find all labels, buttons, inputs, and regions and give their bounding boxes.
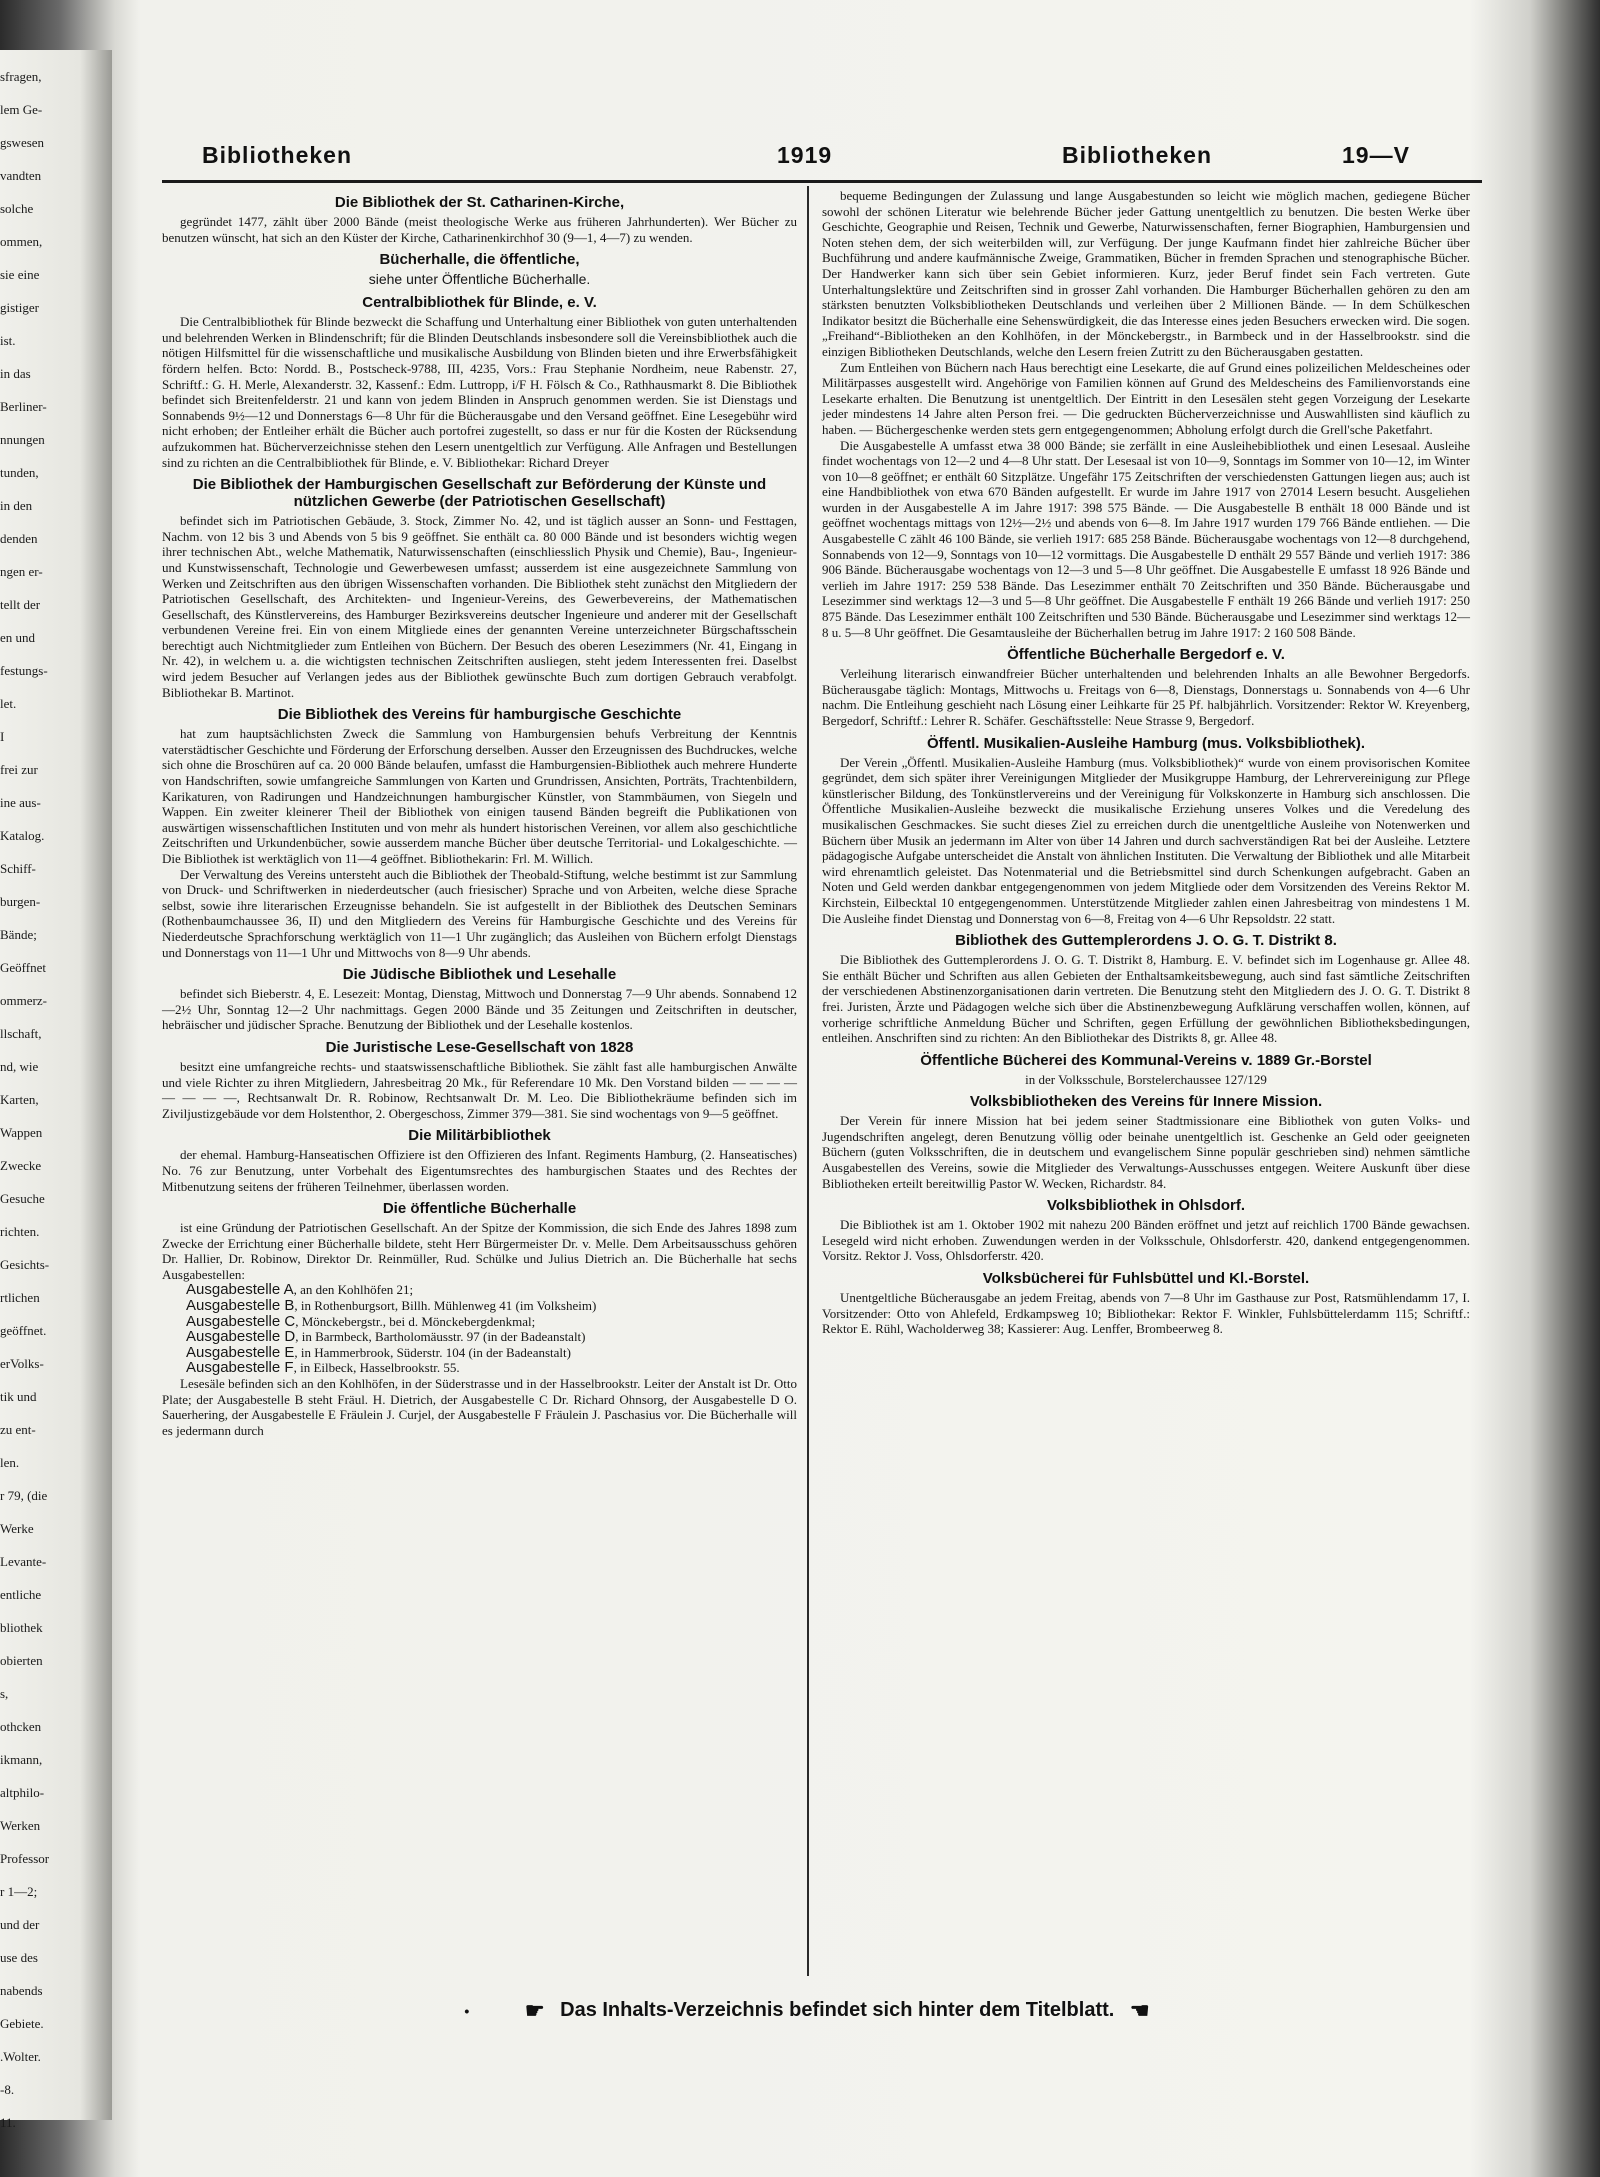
facing-page-fragment: llschaft, xyxy=(0,1026,42,1041)
facing-page-fragment: frei zur xyxy=(0,762,38,777)
entry-text: Der Verwaltung des Vereins untersteht auch die Bibliothek der Theobald-Stiftung, welche bestimmt ist zur Sammlung von Druck- und Schriftwerken in niederdeutscher (auch friesischer) Sprache und von Arbeiten, welche diese Sprache selbst, sowie ihre literarischen Erzeugnisse behandeln. Sie ist aufgestellt in der Bibliothek des Deutschen Seminars (Rothenbaumchaussee 36, II) und den Mitgliedern des Vereins für Hamburgische Geschichte und des Vereins für Niederdeutsche Sprachforschung werktäglich von 11—1 Uhr zugänglich; das Ausleihen von Büchern erfolgt Dienstags und Donnerstags von 11—1 Uhr und Mittwochs von 8—9 Uhr abends. xyxy=(162,866,797,960)
entry-heading: Bibliothek des Guttemplerordens J. O. G. T. Distrikt 8. xyxy=(955,932,1337,950)
facing-page-fragment: ommerz- xyxy=(0,993,47,1008)
entry-text: Die Bibliothek ist am 1. Oktober 1902 mit nahezu 200 Bänden eröffnet und jetzt auf reichlich 1700 Bände gewachsen. Lesegeld wird nicht erhoben. Zuwendungen werden in der Volksschule, Ohlsdorferstr. 420, dankend entgegengenommen. Vorsitz. Rektor J. Voss, Ohlsdorferstr. 420. xyxy=(822,1217,1470,1264)
entry-text: hat zum hauptsächlichsten Zweck die Sammlung von Hamburgensien behufs Verbreitung der Kenntnis vaterstädtischer Geschichte und Förderung der Erforschung derselben. Ausser den Erzeugnissen des Buchdruckes, welche sich ohne die Broschüren auf ca. 20 000 Bände belaufen, umfasst die Hamburgensien-Bibliothek auch mehrere Hunderte von Handschriften, sowie umfangreiche Sammlungen von Karten und Grundrissen, Ansichten, Porträts, Trachtenbildern, Karikaturen, von Radirungen und Handzeichnungen hamburgischer Künstler, von Stammbäumen, von Siegeln und Wappen. Ein zweiter kleinerer Theil der Bibliothek von einigen tausend Bänden begreift die Publikationen von auswärtigen wissenschaftlichen Instituten und von mehr als hundert historischen Vereinen, vor allem also geschichtliche Zeitschriften und Urkundenbücher, sowie ausserdem manche Bücher über deutsche Territorial- und Lokalgeschichte. — Die Bibliothek ist werktäglich von 11—4 geöffnet. Bibliothekarin: Frl. M. Willich. xyxy=(162,726,797,866)
facing-page-fragment: gswesen xyxy=(0,135,45,150)
facing-page-fragment: bliothek xyxy=(0,1620,43,1635)
entry-text: Verleihung literarisch einwandfreier Bücher unterhaltenden und belehrenden Inhalts an alle Bewohner Bergedorfs. Bücherausgabe täglich: Montags, Mittwochs u. Freitags von 6—8, Dienstags, Donnerstags u. Sonnabends von 4—6 Uhr nachm. Die Entleihung geschieht nach Lösung einer Leihkarte für 25 Pf. halbjährlich. Vorsitzender: Rektor W. Kreyenberg, Bergedorf, Schriftf.: Lehrer R. Schäfer. Geschäftsstelle: Neue Strasse 9, Bergedorf. xyxy=(822,666,1470,728)
facing-page-fragment: denden xyxy=(0,531,38,546)
branch-address: , in Hammerbrook, Süderstr. 104 (in der Badeanstalt) xyxy=(294,1344,571,1360)
entry-heading: Volksbibliothek in Ohlsdorf. xyxy=(1046,1197,1246,1215)
facing-page-fragment: solche xyxy=(0,201,34,216)
branch-item xyxy=(162,1360,797,1376)
facing-page-fragment: .Wolter. xyxy=(0,2049,41,2064)
footer-note xyxy=(362,1998,1262,2024)
facing-page-fragment: gistiger xyxy=(0,300,39,315)
running-head-year: 1919 xyxy=(777,142,833,168)
branch-label: Ausgabestelle F xyxy=(186,1359,294,1377)
entry-text: Die Bibliothek des Guttemplerordens J. O. G. T. Distrikt 8, Hamburg. E. V. befindet sich im Logenhause gr. Allee 48. Sie enthält Bücher und Schriften aus allen Gebieten der Enthaltsamkeitsbewegung, auch sind fast sämtliche Zeitschriften der verschiedenen Abstinenzorganisationen darin vertreten. Die Benutzung steht den Mitgliedern des J. O. G. T. Distrikt 8 frei. Juristen, Ärzte und Pädagogen welche sich über die Abstinenzbewegung Aufklärung verschaffen wollen, können, auf vorherige schriftliche Anmeldung Bücher und Schriften, gegen Erfüllung der gewöhnlichen Bibliotheksbedingungen, entleihen. Anschriften sind zu richten: An den Bibliothekar des Distrikts 8, gr. Allee 48. xyxy=(822,952,1470,1046)
branch-label: Ausgabestelle D xyxy=(186,1328,296,1346)
entry-heading: Die Jüdische Bibliothek und Lesehalle xyxy=(342,966,617,984)
entry-text: Die Ausgabestelle A umfasst etwa 38 000 Bände; sie zerfällt in eine Ausleihebibliothek und einen Lesesaal. Ausleihe findet wochentags von 12—2 und 4—8 Uhr statt. Der Lesesaal ist von 10—9, Sonntags im Sommer von 10—12, im Winter von 10—8 geöffnet; er enthält 60 Sitzplätze. Ungefähr 175 Zeitschriften der verschiedensten Gattungen liegen aus; auch ist eine Handbibliothek von etwa 670 Bänden aufgestellt. Er wurde im Jahre 1917 von 27014 Lesern besucht. Ausgeliehen wurden in der Ausgabestelle A im Jahre 1917: 398 575 Bände. — Die Ausgabestelle B enthält 18 000 Bände und ist geöffnet wochentags mittags von 12½—2½ und abends von 6—8. Im Jahre 1917 wurden 179 766 Bände entliehen. — Die Ausgabestelle C zählt 46 100 Bände, sie verlieh 1917: 685 258 Bände. Bücherausgabe wochentags von 12—8 durchgehend, Sonnabends von 12—9, Sonntags von 10—12 vormittags. Die Ausgabestelle D enthält 29 557 Bände und verlieh 1917: 386 906 Bände. Bücherausgabe wochentags von 12—3 und 5—8 Uhr geöffnet. Die Ausgabestelle E umfasst 18 926 Bände und verlieh im Jahre 1917: 259 538 Bände. Das Lesezimmer enthält 70 Zeitschriften und 350 Bände. Bücherausgabe und Lesezimmer sind werktags 12—3 und 5—8 Uhr geöffnet. Die Ausgabestelle F enthält 19 266 Bände und verlieh 1917: 250 875 Bände. Das Lesezimmer enthält 100 Zeitschriften und 530 Bände. Bücherausgabe und Lesezimmer sind werktags 12—8 u. 5—8 Uhr geöffnet. Die Gesamtausleihe der Bücherhallen betrug im Jahre 1917: 2 160 508 Bände. xyxy=(822,437,1470,640)
facing-page-fragment: Karten, xyxy=(0,1092,39,1107)
facing-page-fragment: tunden, xyxy=(0,465,39,480)
facing-page-fragment: richten. xyxy=(0,1224,40,1239)
footer-text: Das Inhalts-Verzeichnis befindet sich hinter dem Titelblatt. xyxy=(560,1999,1115,2021)
branch-label: Ausgabestelle C xyxy=(186,1312,296,1330)
entry-text: der ehemal. Hamburg-Hanseatischen Offiziere ist den Offizieren des Infant. Regiments Hamburg, (2. Hanseatisches) No. 76 zur Benutzung, unter Vorbehalt des Eigentumsrechtes des hamburgischen Staates und des Rechtes der Mitbenutzung seitens der früheren Teilnehmer, überlassen worden. xyxy=(162,1147,797,1194)
entry-heading: Die Bibliothek der St. Catharinen-Kirche, xyxy=(334,194,625,211)
entry-text: Die Centralbibliothek für Blinde bezweckt die Schaffung und Unterhaltung einer Bibliothek von guten unterhaltenden und belehrenden Werken in Blindenschrift; für die Blinden Deutschlands insbesondere soll die Vereinsbibliothek auch die nötigen Hilfsmittel für die wissenschaftliche und musikalische Ausbildung von Blinden bieten und ihre Erwerbsfähigkeit fördern helfen. Bcto: Nordd. B., Postscheck-9788, III, 4235, Vors.: Frau Stephanie Nordheim, neue Rabenstr. 27, Schriftf.: G. H. Merle, Alexanderstr. 32, Kassenf.: Edm. Luttropp, i/F H. Fölsch & Co., Rathhausmarkt 8. Die Bibliothek befindet sich Breitenfelderstr. 21 und kann von jedem Blinden in Anspruch genommen werden. Sie ist Dienstags und Sonnabends 9½—12 und Donnerstags 6—8 Uhr für die Bücherausgabe und den Versand geöffnet. Eine Lesegebühr wird nicht erhoben; der Entleiher erhält die Bücher auch portofrei zugestellt, so dass er nur für die Kosten der Rücksendung aufzukommen hat. Bücherverzeichnisse stehen den Lesern unentgeltlich zur Verfügung. Alle Anfragen und Bestellungen sind zu richten an die Centralbibliothek für Blinde, e. V. Bibliothekar: Richard Dreyer xyxy=(162,314,797,470)
facing-page-fragment: ommen, xyxy=(0,234,43,249)
entry-heading: Öffentliche Bücherei des Kommunal-Vereins v. 1889 Gr.-Borstel xyxy=(920,1051,1372,1069)
facing-page-fragment: tellt der xyxy=(0,597,41,612)
page-number: 19—V xyxy=(1342,142,1410,168)
facing-page-fragment: zu ent- xyxy=(0,1422,36,1437)
facing-page-fragment: obierten xyxy=(0,1653,43,1668)
facing-page-fragment: othcken xyxy=(0,1719,42,1734)
branch-item xyxy=(162,1345,797,1361)
branch-item xyxy=(162,1329,797,1345)
facing-page-fragment: Professor xyxy=(0,1851,50,1866)
facing-page-fragment: Levante- xyxy=(0,1554,47,1569)
facing-page-fragment: ine aus- xyxy=(0,795,41,810)
branch-item xyxy=(162,1314,797,1330)
facing-page-fragment: s, xyxy=(0,1686,9,1701)
facing-page-fragment: Wappen xyxy=(0,1125,43,1140)
pointing-hand-icon: ☛ xyxy=(524,1998,545,2023)
entry-text: Unentgeltliche Bücherausgabe an jedem Freitag, abends von 7—8 Uhr im Gasthause zur Post, Ratsmühlendamm 17, I. Vorsitzender: Otto von Ahlefeld, Erdkampsweg 10; Bibliothekar: Rektor F. Winkler, Fuhlsbüttelerdamm 115; Schriftf.: Rektor E. Rühl, Wacholderweg 38; Kassierer: Aug. Lenffer, Brombeerweg 8. xyxy=(822,1290,1470,1337)
branch-address: , in Eilbeck, Hasselbrookstr. 55. xyxy=(293,1360,460,1376)
entry-text: Der Verein für innere Mission hat bei jedem seiner Stadtmissionare eine Bibliothek von guten Volks- und Jugendschriften angelegt, deren Benutzung völlig oder beinahe unentgeltlich ist. Geschenke an Geld oder geeigneten Büchern (guten Volksschriften, die in deutschem und evangelischem Sinne populär geschrieben sind) nehmen sämtliche Ausgabestellen des Vereins, sowie die Mitglieder des Verwaltungs-Ausschusses entgegen. Weitere Auskunft über diese Bibliotheken erteilt bereitwillig Pastor W. Wecken, Richardstr. 84. xyxy=(822,1113,1470,1191)
facing-page-fragment: r 1—2; xyxy=(0,1884,38,1899)
entry-text: ist eine Gründung der Patriotischen Gesellschaft. An der Spitze der Kommission, die sich Ende des Jahres 1898 zum Zwecke der Errichtung einer Bücherhalle bildete, steht Herr Bürgermeister Dr. v. Melle. Dem Arbeitsausschuss gehören Dr. Hallier, Dr. Robinow, Direktor Dr. Reinmüller, Rud. Schülke und Julius Dietrich an. Die Bücherhalle hat sechs Ausgabestellen: xyxy=(162,1220,797,1282)
footer-bullet: • xyxy=(464,2003,470,2019)
facing-page-fragment: vandten xyxy=(0,168,42,183)
facing-page-fragment: 11. xyxy=(0,2115,16,2130)
entry-text: Lesesäle befinden sich an den Kohlhöfen, in der Süderstrasse und in der Hasselbrookstr. Leiter der Anstalt ist Dr. Otto Plate; der Ausgabestelle B steht Fräul. H. Dietrich, der Ausgabestelle C Dr. Richard Ohnsorg, der Ausgabestelle D O. Sauerhering, der Ausgabestelle E Fräulein J. Curjel, der Ausgabestelle F Fräulein J. Paschasius vor. Die Bücherhalle will es jedermann durch xyxy=(162,1376,797,1438)
facing-page-fragment: nnungen xyxy=(0,432,45,447)
entry-heading: Öffentl. Musikalien-Ausleihe Hamburg (mus. Volksbibliothek). xyxy=(926,734,1366,752)
right-column xyxy=(822,188,1470,1978)
branch-address: , in Rothenburgsort, Billh. Mühlenweg 41 (im Volksheim) xyxy=(294,1298,597,1314)
directory-page xyxy=(162,120,1482,2140)
entry-heading: Centralbibliothek für Blinde, e. V. xyxy=(362,294,597,312)
facing-page-fragment: Gesuche xyxy=(0,1191,45,1206)
branch-label: Ausgabestelle A xyxy=(186,1281,294,1299)
facing-page-fragment: lem Ge- xyxy=(0,102,43,117)
facing-page-fragment: Werken xyxy=(0,1818,41,1833)
facing-page-fragment: geöffnet. xyxy=(0,1323,47,1338)
facing-page-fragment: entliche xyxy=(0,1587,42,1602)
entry-subtitle: siehe unter Öffentliche Bücherhalle. xyxy=(368,271,591,288)
running-head-right: Bibliotheken xyxy=(1062,142,1213,168)
facing-page-fragment: Werke xyxy=(0,1521,34,1536)
entry-heading: Volksbibliotheken des Vereins für Innere Mission. xyxy=(969,1093,1323,1111)
facing-page-fragment: use des xyxy=(0,1950,38,1965)
facing-page-fragment: r 79, (die xyxy=(0,1488,48,1503)
entry-heading: Bücherhalle, die öffentliche, xyxy=(379,251,580,269)
branch-item xyxy=(162,1298,797,1314)
entry-heading: Öffentliche Bücherhalle Bergedorf e. V. xyxy=(1007,646,1285,664)
facing-page-fragment: erVolks- xyxy=(0,1356,44,1371)
entry-text: Zum Entleihen von Büchern nach Haus berechtigt eine Lesekarte, die auf Grund eines polizeilichen Meldescheines oder Militärpasses ausgestellt wird. Angehörige von Familien können auf Grund des Meldescheins des Familienvorstands eine Lesekarte erhalten. Die Benutzung ist unentgeltlich. Der Eintritt in den Lesesälen steht gegen Vorzeigung der Lesekarte jeder mindestens 14 Jahre alten Person frei. — Die gedruckten Bücherverzeichnisse und Auswahllisten sind käuflich zu haben. — Büchergeschenke werden stets gern entgegengenommen; Abholung erfolgt durch die Grell'sche Paketfahrt. xyxy=(822,359,1470,437)
facing-page-fragment: sfragen, xyxy=(0,69,42,84)
facing-page-fragment: nd, wie xyxy=(0,1059,39,1074)
facing-page-fragment: en und xyxy=(0,630,36,645)
facing-page-fragment: Schiff- xyxy=(0,861,36,876)
facing-page-fragment: tik und xyxy=(0,1389,37,1404)
facing-page-fragment: in den xyxy=(0,498,33,513)
left-column xyxy=(162,188,797,1978)
facing-page-fragment: let. xyxy=(0,696,17,711)
facing-page-fragment: ngen er- xyxy=(0,564,43,579)
facing-page-fragment: altphilo- xyxy=(0,1785,45,1800)
facing-page-fragment: burgen- xyxy=(0,894,41,909)
entry-subtitle: in der Volksschule, Borstelerchaussee 127/129 xyxy=(1025,1071,1267,1087)
entry-text: befindet sich Bieberstr. 4, E. Lesezeit: Montag, Dienstag, Mittwoch und Donnerstag 7—9 Uhr abends. Sonnabend 12—2½ Uhr, Sonntag 12—2 Uhr nachmittags. Gegen 2000 Bände und 35 Zeitungen und Zeitschriften in deutscher, hebräischer und jüdischer Sprache. Benutzung der Bibliothek und der Lesehalle kostenlos. xyxy=(162,986,797,1033)
entry-text: bequeme Bedingungen der Zulassung und lange Ausgabestunden so leicht wie möglich machen, gediegene Bücher sowohl der schönen Literatur wie belehrende Bücher jeder Gattung unentgeltlich zu benutzen. Die besten Werke über Geschichte, Geographie und Reisen, Technik und Gewerbe, Naturwissenschaften, ferner Biographien, Hamburgensien und Noten stehen dem, der sich weiterbilden will, zur Verfügung. Der junge Kaufmann findet hier zahlreiche Bücher über Buchführung und andere kaufmännische Zweige, Grammatiken, Bücher in fremden Sprachen und stenographische Bücher. Der Handwerker kann sich über sein Gebiet informieren. Kurz, jeder Beruf findet sein Fach vertreten. Gute Unterhaltungslektüre und Zeitschriften sind in grosser Zahl vorhanden. Die Hamburger Bücherhallen gehören zu den am stärksten benutzten Volksbibliotheken Deutschlands und verleihen über 2 Millionen Bände. — In dem Schülkeschen Indikator besitzt die Bücherhalle eine Sehenswürdigkeit, die das Interesse eines jeden Besuchers erwecken wird. Die sogen. „Freihand“-Bibliotheken an den Kohlhöfen, in der Mönckebergstr., in Barmbeck und in der Hasselbrookstr. sind die einzigen Bibliotheken Deutschlands, welche den Lesern freien Zutritt zu den Bücherausgaben gestatten. xyxy=(822,188,1470,359)
entry-heading: Die Juristische Lese-Gesellschaft von 1828 xyxy=(325,1038,634,1056)
facing-page-fragment: festungs- xyxy=(0,663,48,678)
facing-page-fragment: ikmann, xyxy=(0,1752,43,1767)
facing-page-fragment: Gesichts- xyxy=(0,1257,50,1272)
running-head-left: Bibliotheken xyxy=(202,142,353,168)
facing-page-fragment: I xyxy=(0,729,5,744)
entry-heading: Volksbücherei für Fuhlsbüttel und Kl.-Borstel. xyxy=(982,1270,1310,1288)
facing-page-fragment: Zwecke xyxy=(0,1158,42,1173)
entry-heading: Die Bibliothek des Vereins für hamburgische Geschichte xyxy=(277,706,682,724)
entry-text: besitzt eine umfangreiche rechts- und staatswissenschaftliche Bibliothek. Sie zählt fast alle hamburgischen Anwälte und viele Richter zu ihren Mitgliedern, Jahresbeitrag 20 Mk., für Referendare 10 Mk. Den Vorstand bilden — — — — — — — —, Rechtsanwalt Dr. R. Robinow, Rechtsanwalt Dr. M. Leo. Die Bibliothekräume befinden sich im Ziviljustizgebäude vor dem Holstenthor, 2. Obergeschoss, Zimmer 379—381. Sie sind wochentags von 9—5 geöffnet. xyxy=(162,1058,797,1121)
entry-text: Der Verein „Öffentl. Musikalien-Ausleihe Hamburg (mus. Volksbibliothek)“ wurde von einem provisorischen Komitee gegründet, dem sich später ihrer Vereinigungen Mitglieder der Musikgruppe Hamburg, der Lehrervereinigung zur Pflege künstlerischer Bildung, des Tonkünstlervereins und der Vereinigung für Volkskonzerte in Hamburg sich anschlossen. Die Öffentliche Musikalien-Ausleihe bezweckt die musikalische Erziehung unseres Volkes und die Veredelung des musikalischen Geschmackes. Sie sucht dieses Ziel zu erreichen durch die unentgeltliche Ausleihe von Notenwerken und Büchern über Musik an jedermann im Alter von über 14 Jahren und durch sachverständigen Rat bei der Ausleihe. Letztere pädagogische Aufgabe unterscheidet die Anstalt von ähnlichen Instituten. Die Verwaltung der Bibliothek und alle Mitarbeit wird ehrenamtlich geleistet. Das Notenmaterial und die Betriebsmittel sind durch Schenkungen aufgebracht. Gaben an Noten und Geld werden dankbar entgegengenommen von jedem Mitgliede oder dem Vorsitzenden des Vereins Rektor M. Kirchstein, Eilbecktal 10 entgegengenommen. Unterstützende Mitglieder zahlen einen Jahresbeitrag von mindestens 1 M. Die Ausleihe findet Dienstag und Donnerstag von 6—8, Freitag von 4—6 Uhr Repsoldstr. 22 statt. xyxy=(822,754,1470,926)
branch-address: , an den Kohlhöfen 21; xyxy=(293,1282,414,1298)
header-rule xyxy=(162,180,1482,183)
facing-page-fragment: Bände; xyxy=(0,927,37,942)
branch-item xyxy=(162,1282,797,1298)
facing-page-fragment: ist. xyxy=(0,333,16,348)
branch-address: , in Barmbeck, Bartholomäusstr. 97 (in der Badeanstalt) xyxy=(295,1329,586,1345)
entry-heading: Die Militärbibliothek xyxy=(408,1127,551,1145)
branch-label: Ausgabestelle B xyxy=(186,1297,295,1315)
branch-address: , Mönckebergstr., bei d. Mönckebergdenkmal; xyxy=(295,1313,536,1329)
entry-heading: Die Bibliothek der Hamburgischen Gesellschaft zur Beförderung der Künste und nützlichen Gewerbe (der Patriotischen Gesellschaft) xyxy=(192,476,767,511)
entry-text: befindet sich im Patriotischen Gebäude, 3. Stock, Zimmer No. 42, und ist täglich ausser an Sonn- und Festtagen, Nachm. von 12 bis 3 und Abends von 5 bis 9 geöffnet. Sie enthält ca. 80 000 Bände und ist besonders wichtig wegen ihrer technischen Abt., welche Mathematik, Naturwissenschaften (einschliesslich Physik und Chemie), Bau-, Ingenieur- und Kunstwissenschaft, Technologie und Gewerbewesen umfasst; ausserdem ist eine ausgezeichnete Sammlung von Werken und Zeitschriften aus den übrigen Wissenschaften vorhanden. Die Bibliothek steht zunächst den Mitgliedern der Patriotischen Gesellschaft, des Architekten- und Ingenieur-Vereins, des Gewerbevereins, der Mathematischen Gesellschaft, des Künstlervereins, des Hamburger Bezirksvereins deutscher Ingenieure und anderer mit der Gesellschaft verbundenen Vereine frei. Ein von einem Mitgliede eines der genannten Vereine unterzeichneter Bürgschaftsschein berechtigt auch Nichtmitglieder zum Entleihen von Büchern. Der Besuch des oberen Lesezimmers (Nr. 41, Eingang in Nr. 42), in welchem u. a. die wichtigsten technischen Zeitschriften ausliegen, steht jedem Interessenten frei. Daselbst wird jedem Besucher auf Verlangen jedes aus der Bibliothek gewünschte Buch zum dortigen Gebrauch verabfolgt. Bibliothekar B. Martinot. xyxy=(162,513,797,700)
branch-label: Ausgabestelle E xyxy=(186,1343,295,1361)
facing-page-fragment: -8. xyxy=(0,2082,15,2097)
facing-page-fragment: Katalog. xyxy=(0,828,45,843)
facing-page-fragment: len. xyxy=(0,1455,20,1470)
facing-page-fragment: nabends xyxy=(0,1983,43,1998)
pointing-hand-left-icon: ☚ xyxy=(1129,1998,1150,2023)
facing-page-fragment: Geöffnet xyxy=(0,960,46,975)
facing-page-fragment: sie eine xyxy=(0,267,40,282)
facing-page-fragment: rtlichen xyxy=(0,1290,40,1305)
entry-heading: Die öffentliche Bücherhalle xyxy=(382,1200,577,1218)
entry-text: gegründet 1477, zählt über 2000 Bände (meist theologische Werke aus früheren Jahrhunderten). Wer Bücher zu benutzen wünscht, hat sich an den Küster der Kirche, Catharinenkirchhof 30 (9—1, 4—7) zu wenden. xyxy=(162,214,797,245)
facing-page-fragment: und der xyxy=(0,1917,40,1932)
facing-page-fragment: Gebiete. xyxy=(0,2016,44,2031)
facing-page-fragment: Berliner- xyxy=(0,399,47,414)
facing-page-fragment: in das xyxy=(0,366,31,381)
column-divider xyxy=(807,186,809,1976)
facing-page-edge xyxy=(0,50,112,2130)
